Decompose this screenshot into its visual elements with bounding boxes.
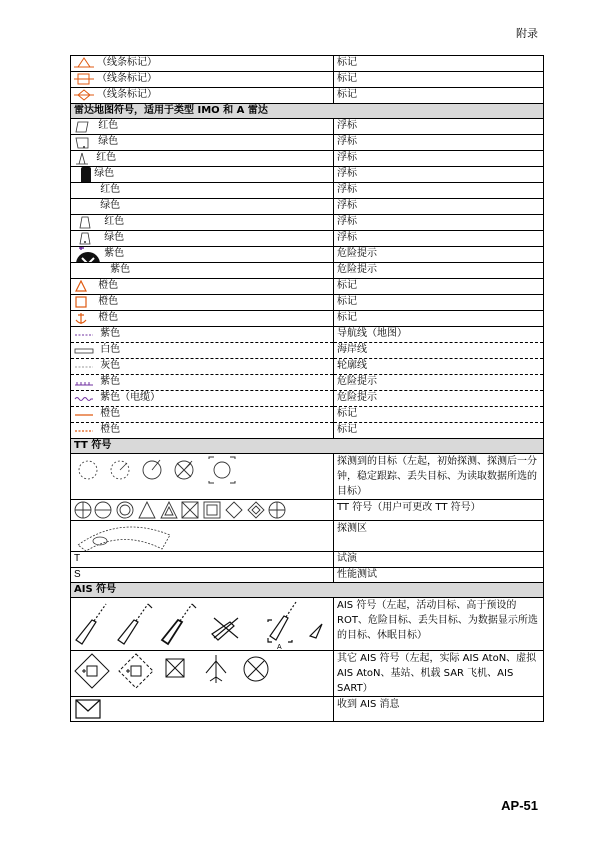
tt-user-desc: TT 符号（用户可更改 TT 符号）: [334, 500, 544, 521]
tt-detect-zone-desc: 探测区: [334, 521, 544, 552]
table-row: 红色 浮标: [71, 215, 544, 231]
base-station-icon: [166, 659, 184, 677]
section-heading-row: [71, 439, 544, 454]
table-row: 橙色 标记: [71, 311, 544, 327]
diamond-icon: [226, 502, 242, 518]
table-row: 绿色 浮标: [71, 135, 544, 151]
ais-target-symbols: [71, 598, 334, 651]
section-heading-row: [71, 104, 544, 119]
circle-line-icon: [95, 502, 111, 518]
table-row: [71, 88, 544, 104]
table-row: 橙色 标记: [71, 279, 544, 295]
purple-danger-icon: [75, 247, 101, 263]
circle-cross-alt-icon: [269, 502, 285, 518]
initial-detect-icon: [79, 461, 97, 479]
row-desc: 标记: [334, 72, 544, 88]
gray-dash-line-icon: [74, 360, 94, 373]
virtual-aton-icon: [119, 654, 153, 688]
ais-message-icon: [74, 697, 104, 721]
row-label: （线条标记）: [97, 57, 157, 68]
tt-section-title: TT 符号: [71, 439, 544, 454]
red-buoy-icon: [74, 120, 92, 133]
trial-symbol: T: [71, 552, 334, 568]
perf-test-desc: 性能测试: [334, 567, 544, 583]
section-header: 附录: [516, 27, 538, 40]
table-row: [71, 56, 544, 72]
ais-message-desc: 收到 AIS 消息: [334, 697, 544, 722]
double-diamond-icon: [248, 502, 264, 518]
table-row: [71, 552, 544, 568]
stable-track-icon: [143, 460, 161, 479]
ais-message-symbol: [71, 697, 334, 722]
table-row: [71, 598, 544, 651]
ais-section-title: AIS 符号: [71, 583, 544, 598]
row-label: （线条标记）: [97, 89, 157, 100]
table-row: 绿色 浮标: [71, 231, 544, 247]
table-row: 灰色 轮廓线: [71, 359, 544, 375]
table-row: [71, 567, 544, 583]
double-circle-icon: [117, 502, 133, 518]
ais-other-symbols: [71, 651, 334, 697]
danger-ais-target-icon: [162, 604, 196, 644]
symbol-table: [70, 55, 544, 722]
trial-desc: 试演: [334, 552, 544, 568]
orange-dash-line-icon: [74, 424, 94, 437]
table-row: 白色 海岸线: [71, 343, 544, 359]
table-row: [71, 651, 544, 697]
table-row: [71, 72, 544, 88]
row-desc: 标记: [334, 88, 544, 104]
triangle-icon: [139, 502, 155, 518]
table-row: 紫色（电缆） 危险提示: [71, 391, 544, 407]
table-row: 紫色 危险提示: [71, 247, 544, 263]
sar-aircraft-icon: [206, 655, 226, 683]
table-row: 紫色 导航线（地图）: [71, 327, 544, 343]
radar-section-title: 雷达地图符号，适用于类型 IMO 和 A 雷达: [71, 104, 544, 119]
orange-solid-line-icon: [74, 408, 94, 421]
table-row: 红色 浮标: [71, 183, 544, 199]
selected-ais-target-icon: [268, 602, 296, 642]
table-row: 橙色 标记: [71, 407, 544, 423]
orange-triangle-mark-icon: [74, 280, 92, 293]
orange-square-line-icon: [74, 73, 94, 86]
table-row: 橙色 标记: [71, 423, 544, 439]
sleeping-ais-target-icon: [310, 624, 322, 638]
row-label: （线条标记）: [97, 73, 157, 84]
red-buoy-pillar-icon: [74, 216, 98, 229]
lost-ais-target-icon: [212, 618, 238, 640]
table-row: 绿色 浮标: [71, 199, 544, 215]
orange-diamond-line-icon: [74, 89, 94, 102]
section-heading-row: [71, 583, 544, 598]
table-row: 橙色 标记: [71, 295, 544, 311]
circle-cross-icon: [75, 502, 91, 518]
real-aton-icon: [75, 654, 109, 688]
double-triangle-icon: [161, 502, 177, 518]
white-coastline-icon: [74, 344, 94, 357]
detection-zone-icon: [74, 521, 184, 551]
detect-after-minute-icon: [111, 461, 129, 479]
table-row: 红色 浮标: [71, 119, 544, 135]
purple-dash-line-icon: [74, 328, 94, 341]
table-row: 绿色 浮标: [71, 167, 544, 183]
ais-other-desc: 其它 AIS 符号（左起，实际 AIS AtoN、虚拟 AIS AtoN、基站、机载 SAR 飞机、AIS SART）: [334, 651, 544, 697]
perf-test-symbol: S: [71, 567, 334, 583]
double-square-icon: [204, 502, 220, 518]
square-x-icon: [182, 502, 198, 518]
red-buoy-tower-icon: [74, 152, 90, 165]
purple-comb-line-icon: [74, 376, 94, 389]
orange-triangle-line-icon: [74, 57, 94, 70]
orange-anchor-icon: [74, 312, 92, 325]
lost-target-icon: [175, 461, 193, 479]
table-row: 红色 浮标: [71, 151, 544, 167]
row-desc: 标记: [334, 56, 544, 72]
table-row: [71, 697, 544, 722]
tt-detect-zone: [71, 521, 334, 552]
ais-sart-icon: [244, 657, 268, 681]
ais-select-label: A: [277, 644, 282, 650]
green-buoy-icon: [74, 136, 92, 149]
tt-user-symbols: [71, 500, 334, 521]
page-number: AP-51: [501, 798, 538, 813]
table-row: [71, 454, 544, 500]
rot-ais-target-icon: [118, 604, 152, 644]
tt-detected-symbols: [71, 454, 334, 500]
black-spar-buoy-icon: [79, 167, 93, 183]
selected-target-icon: [209, 457, 235, 483]
table-row: 紫色 危险提示: [71, 263, 544, 279]
purple-cable-icon: [74, 392, 94, 405]
table-row: [71, 500, 544, 521]
green-buoy-pillar-icon: [74, 232, 98, 245]
table-row: [71, 521, 544, 552]
ais-target-desc: AIS 符号（左起，活动目标、高于预设的 ROT、危险目标、丢失目标、为数据显示所选的目标、休眠目标）: [334, 598, 544, 651]
tt-detected-desc: 探测到的目标（左起，初始探测、探测后一分钟，稳定跟踪、丢失目标、为读取数据所选的目标）: [334, 454, 544, 500]
table-row: 紫色 危险提示: [71, 375, 544, 391]
active-ais-target-icon: [76, 604, 106, 644]
orange-square-mark-icon: [74, 296, 92, 309]
